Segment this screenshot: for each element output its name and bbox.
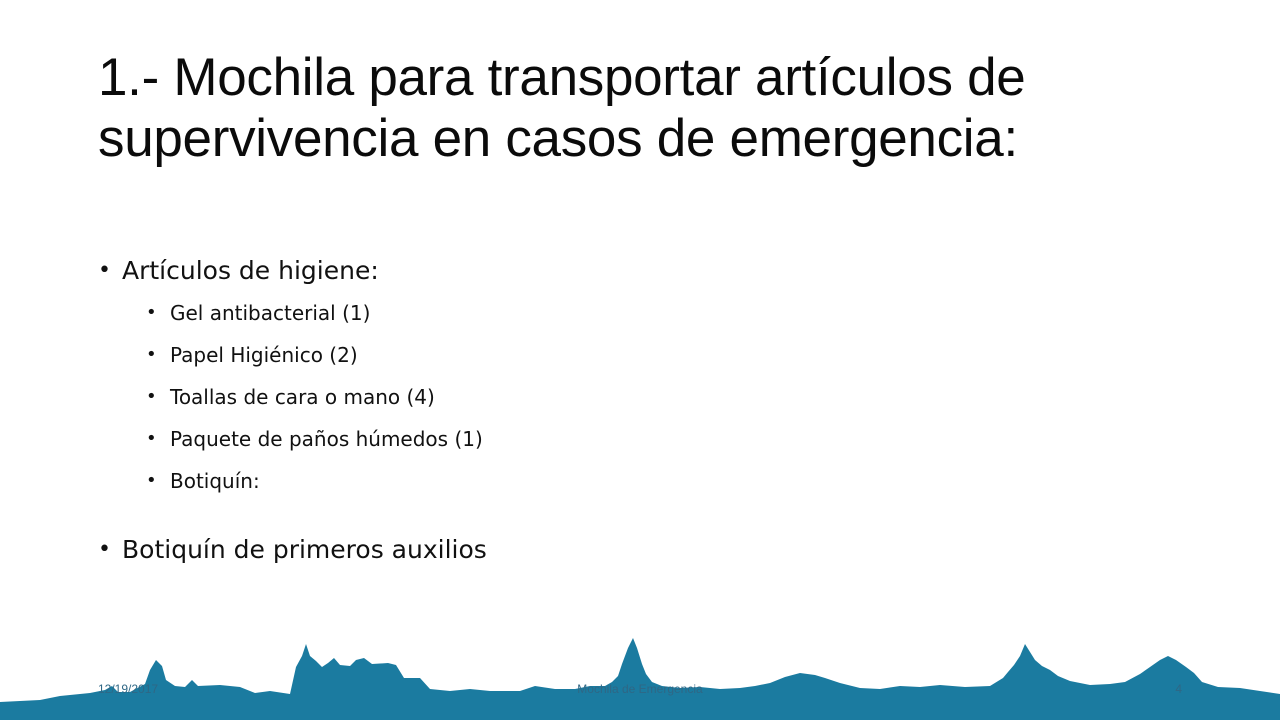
bullet-label: Botiquín de primeros auxilios: [122, 535, 487, 564]
slide-content: [98, 250, 1198, 571]
bullet-list: [98, 250, 1198, 502]
bullet-label: Artículos de higiene:: [122, 256, 379, 285]
bullet-list-second: [98, 529, 1198, 571]
sub-bullet-list: [146, 292, 1198, 502]
slide-title: 1.- Mochila para transportar artículos de supervivencia en casos de emergencia:: [98, 48, 1026, 168]
bullet-first-aid: [98, 529, 1198, 571]
sub-bullet-towels: • Toallas de cara o mano (4): [146, 376, 1198, 418]
sub-bullet-wipes: • Paquete de paños húmedos (1): [146, 418, 1198, 460]
footer-date: 12/19/2017: [98, 682, 159, 696]
sub-bullet-kit: • Botiquín:: [146, 460, 1198, 502]
city-skyline: [0, 630, 1280, 720]
footer-title: Mochila de Emergencia: [577, 682, 703, 696]
bullet-hygiene: [98, 250, 1198, 502]
skyline-silhouette: [0, 638, 1280, 720]
footer-page-number: 4: [1175, 682, 1182, 696]
sub-bullet-gel: • Gel antibacterial (1): [146, 292, 1198, 334]
sub-bullet-paper: • Papel Higiénico (2): [146, 334, 1198, 376]
spacer: [98, 502, 1198, 529]
